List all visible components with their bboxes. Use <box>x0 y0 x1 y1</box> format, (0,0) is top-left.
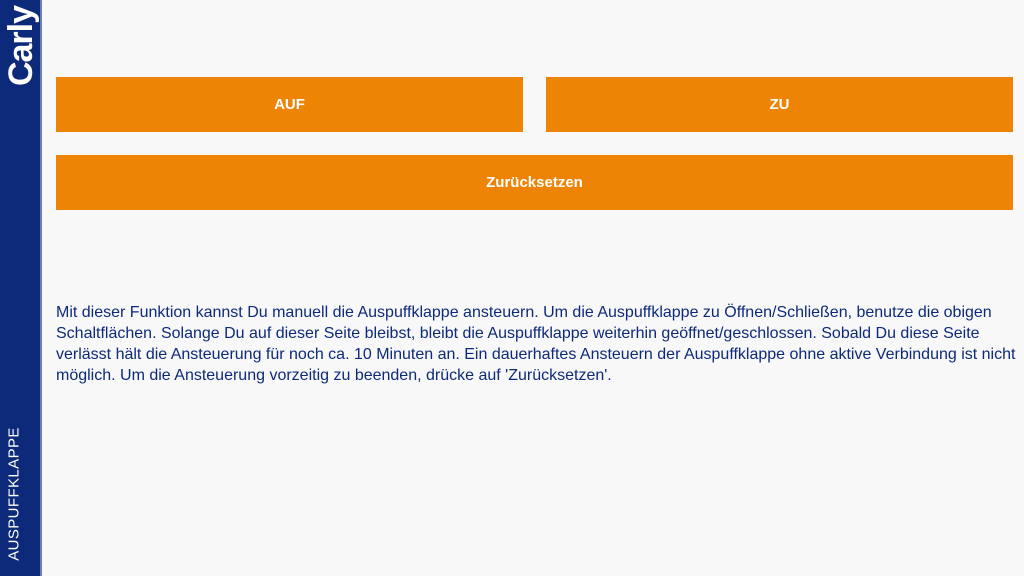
sidebar <box>0 0 42 576</box>
close-button[interactable]: ZU <box>546 77 1013 132</box>
function-description: Mit dieser Funktion kannst Du manuell die Auspuffklappe ansteuern. Um die Auspuffklappe zu Öffnen/Schließen, benutze die obigen Schaltflächen. Solange Du auf dieser Seite bleibst, bleibt die Auspuffklappe weiterhin geöffnet/geschlossen. Sobald Du diese Seite verlässt hält die Ansteuerung für noch ca. 10 Minuten an. Ein dauerhaftes Ansteuern der Auspuffklappe ohne aktive Verbindung ist nicht möglich. Um die Ansteuerung vorzeitig zu beenden, drücke auf 'Zurücksetzen'. <box>56 304 1016 384</box>
carly-logo: Carly <box>2 5 40 87</box>
section-title: AUSPUFFKLAPPE <box>5 427 23 561</box>
reset-button[interactable]: Zurücksetzen <box>56 155 1013 210</box>
open-button[interactable]: AUF <box>56 77 523 132</box>
